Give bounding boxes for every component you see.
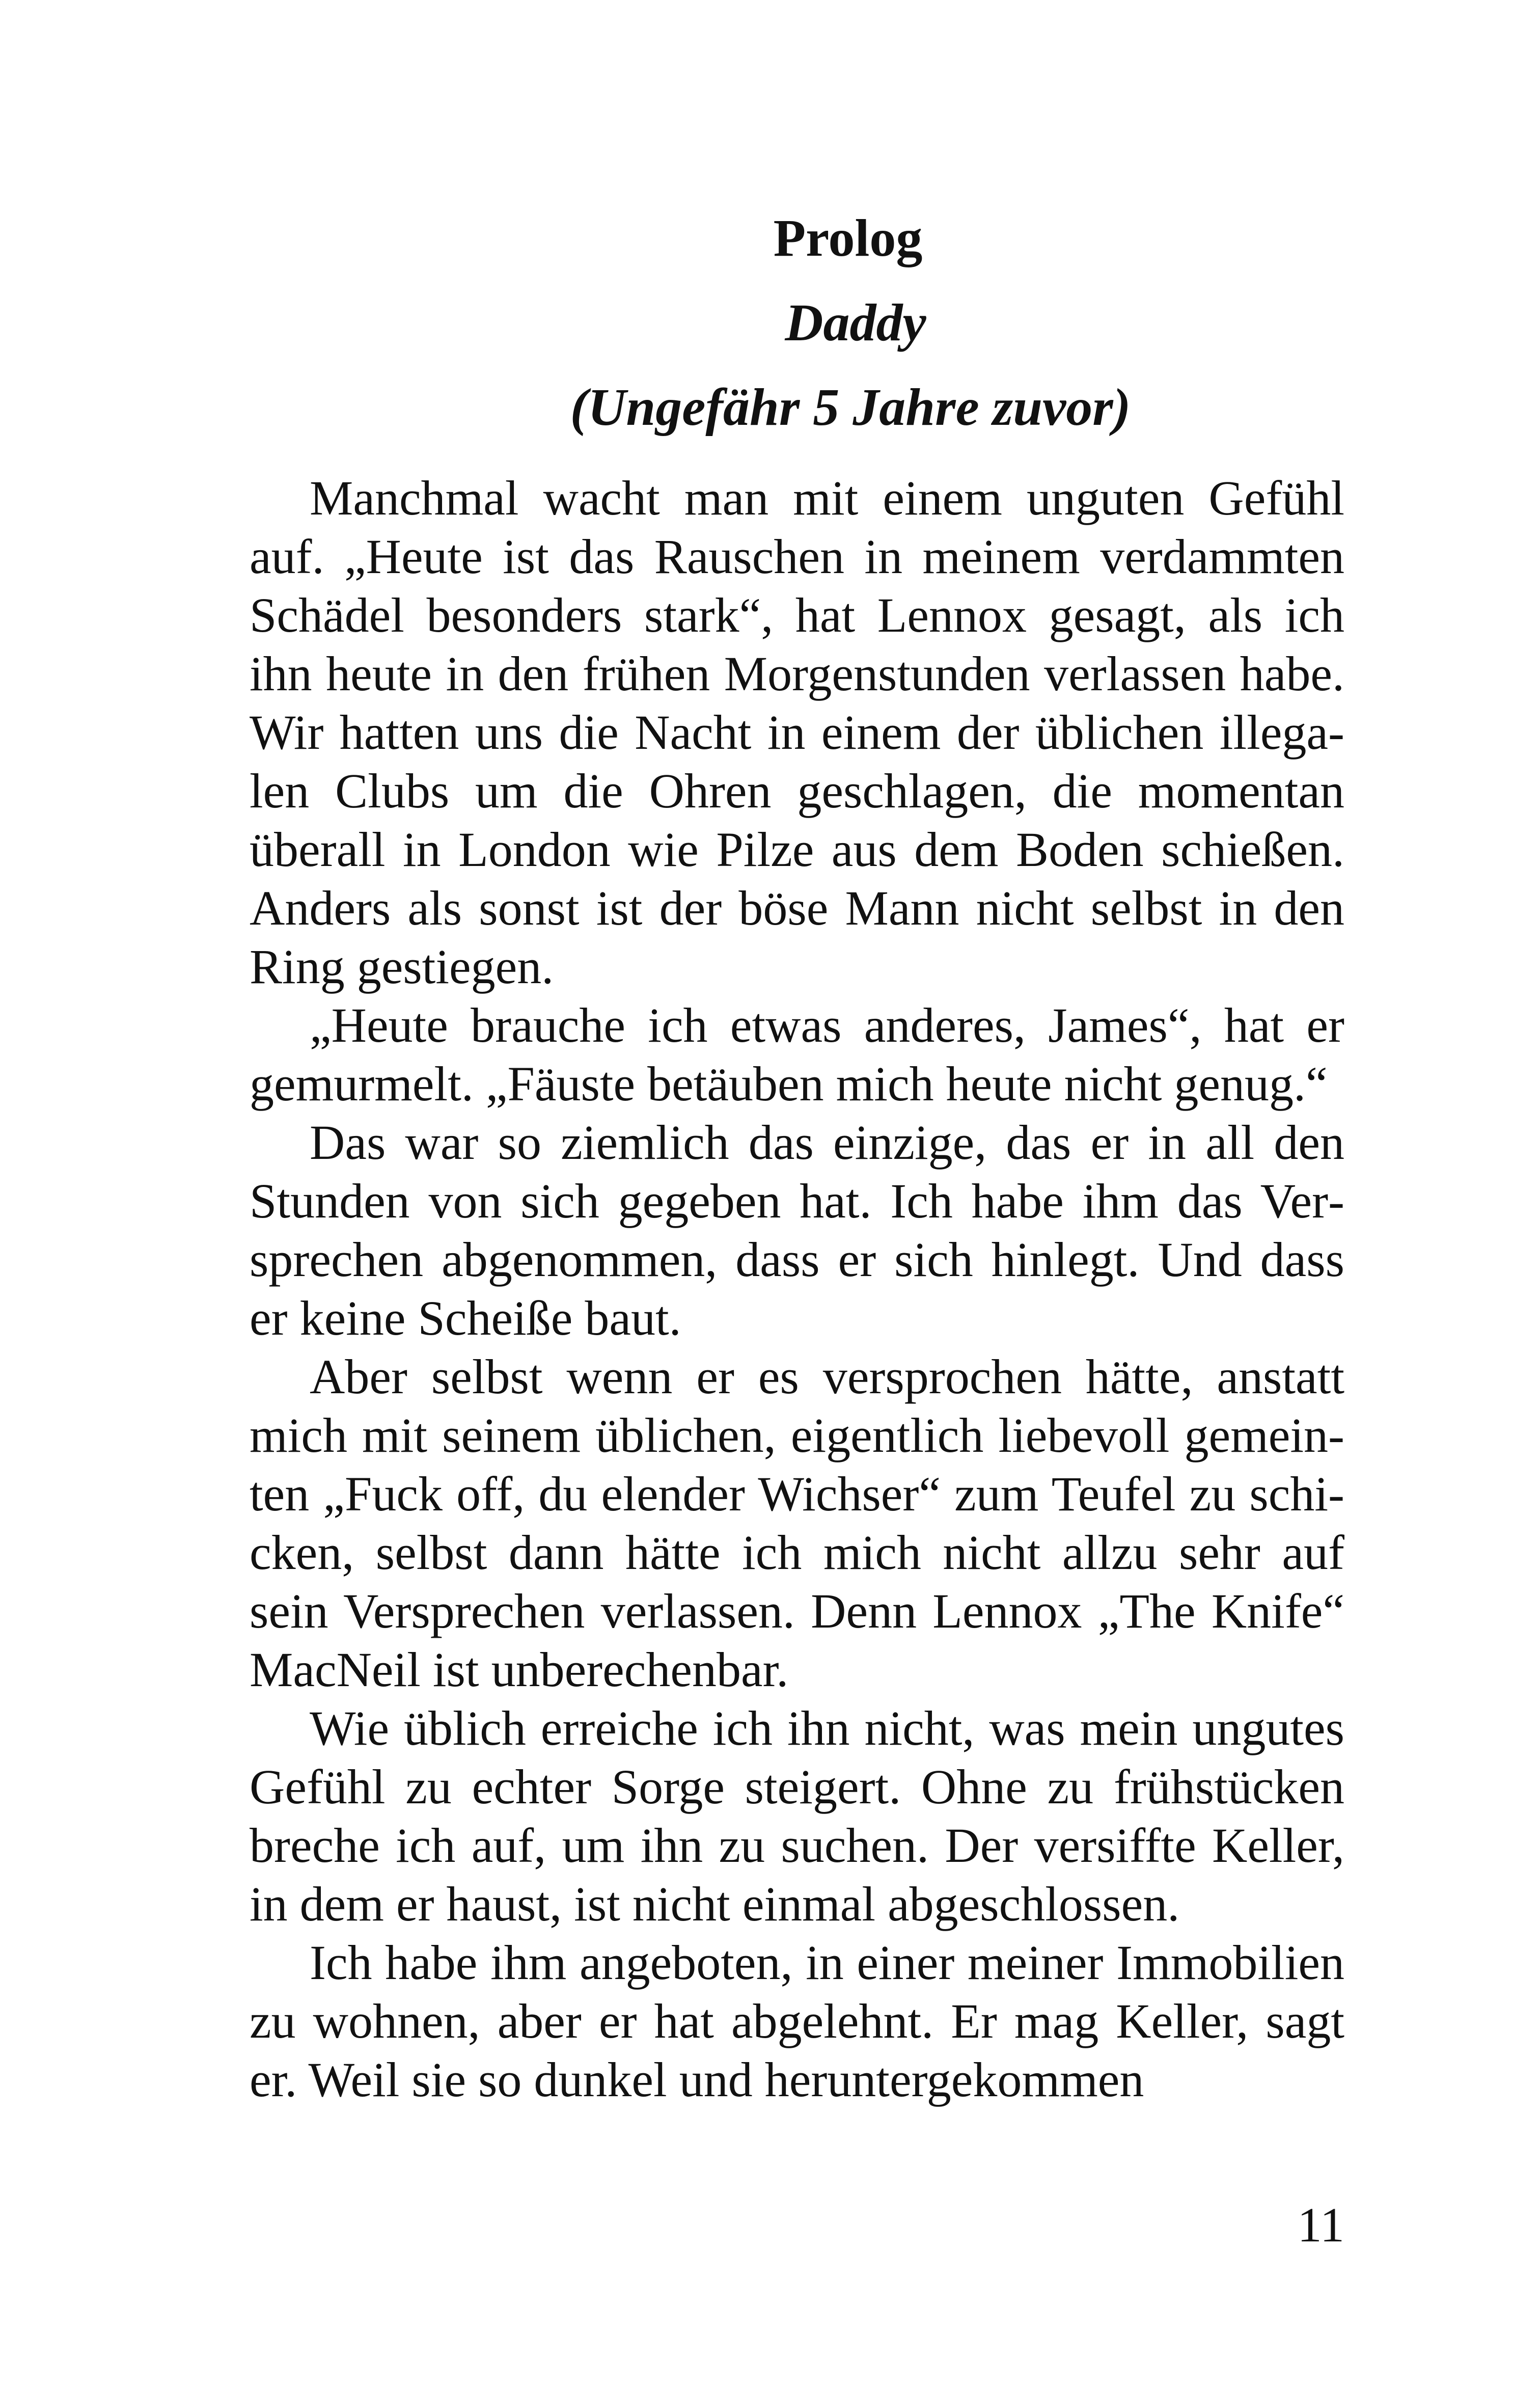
paragraph: Manchmal wacht man mit einem unguten Gefühl auf. „Heute ist das Rauschen in meinem verdammten Schädel besonders stark“, hat Lennox gesagt, als ich ihn heute in den frühen Morgenstunden verlassen habe. Wir hatten uns die Nacht in einem der üblichen illegalen Clubs um die Ohren geschlagen, die momentan überall in London wie Pilze aus dem Boden schießen. Anders als sonst ist der böse Mann nicht selbst in den Ring gestiegen. (250, 471, 1344, 994)
paragraph: Wie üblich erreiche ich ihn nicht, was mein ungutes Gefühl zu echter Sorge steigert. Ohne zu frühstücken breche ich auf, um ihn zu suchen. Der versiffte Keller, in dem er haust, ist nicht einmal abgeschlossen. (250, 1701, 1344, 1931)
page-number: 11 (1297, 2198, 1344, 2252)
paragraph: „Heute brauche ich etwas anderes, James“, hat er gemurmelt. „Fäuste betäuben mich heute nicht genug.“ (250, 998, 1344, 1111)
body-text (250, 469, 1344, 2109)
paragraph: Ich habe ihm angeboten, in einer meiner Immobilien zu wohnen, aber er hat abgelehnt. Er mag Keller, sagt er. Weil sie so dunkel und heruntergekommen (250, 1935, 1344, 2107)
time-note: (Ungefähr 5 Jahre zuvor) (570, 378, 1131, 437)
paragraph: Aber selbst wenn er es versprochen hätte, anstatt mich mit seinem üblichen, eigentlich liebevoll gemeinten „Fuck off, du elender Wichser“ zum Teufel zu schicken, selbst dann hätte ich mich nicht allzu sehr auf sein Versprechen verlassen. Denn Lennox „The Knife“ MacNeil ist unberechenbar. (250, 1349, 1344, 1697)
chapter-heading (244, 204, 1406, 442)
narrator-title: Daddy (785, 293, 926, 352)
chapter-title: Prolog (773, 209, 923, 267)
paragraph: Das war so ziemlich das einzige, das er in all den Stunden von sich gegeben hat. Ich habe ihm das Versprechen abgenommen, dass er sich hinlegt. Und dass er keine Scheiße baut. (250, 1115, 1344, 1345)
